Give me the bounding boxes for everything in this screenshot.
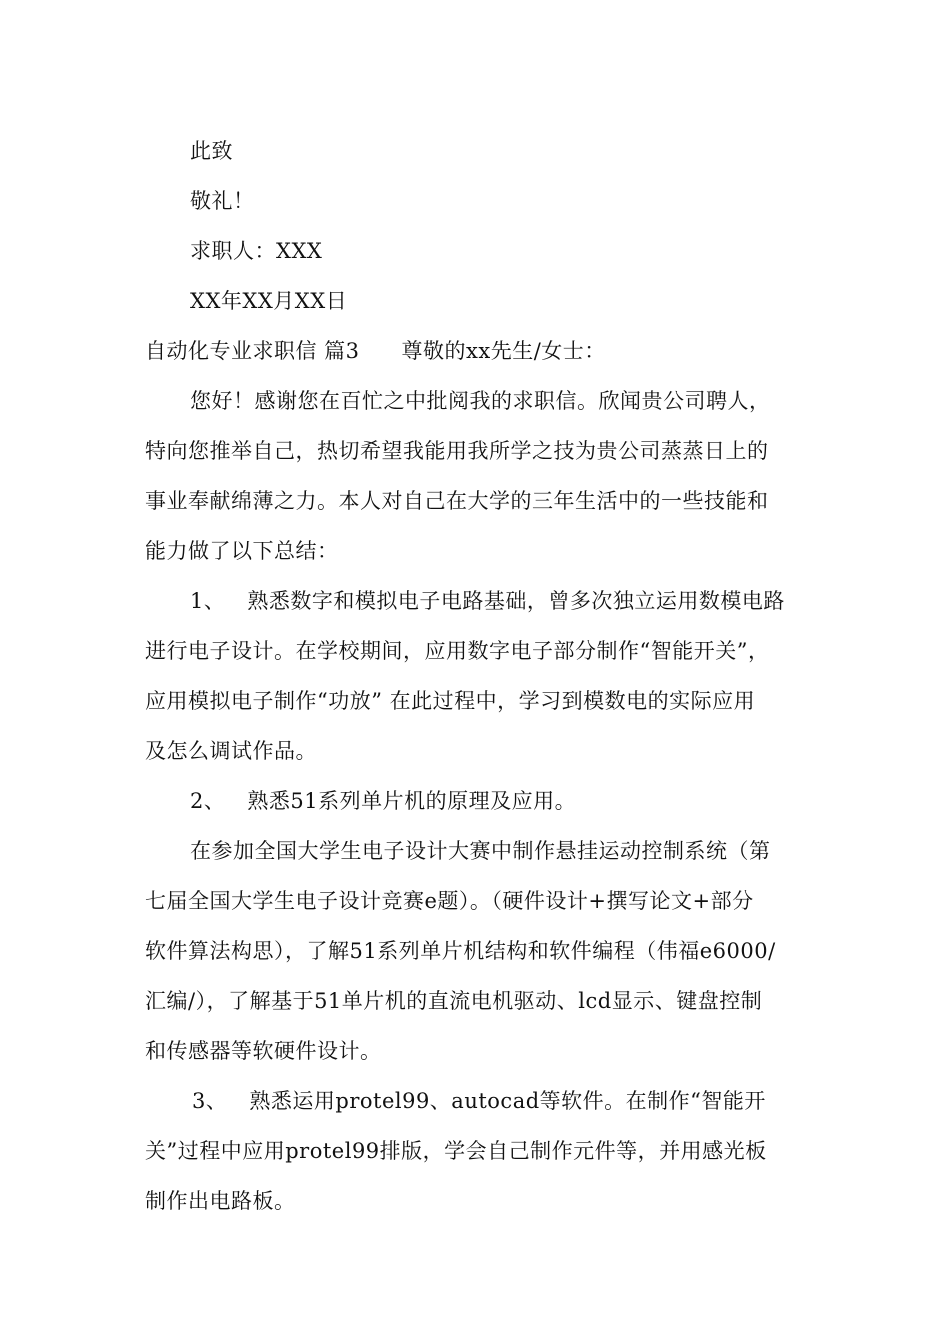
item1-line-2: 进行电子设计。在学校期间，应用数字电子部分制作“智能开关”，: [145, 639, 770, 663]
item3-number: 3、: [192, 1089, 228, 1113]
letter-date: XX年XX月XX日: [190, 289, 348, 313]
applicant-signature: 求职人：XXX: [190, 239, 323, 263]
item2-line-5: 和传感器等软硬件设计。: [145, 1039, 382, 1063]
item2-line-2: 七届全国大学生电子设计竞赛e题）。（硬件设计+撰写论文+部分: [145, 889, 754, 913]
item2-line-1: 在参加全国大学生电子设计大赛中制作悬挂运动控制系统（第: [190, 839, 771, 863]
intro-line-4: 能力做了以下总结：: [145, 539, 339, 563]
item1-text-1: 熟悉数字和模拟电子电路基础，曾多次独立运用数模电路: [247, 589, 785, 613]
item3-line-1: [192, 1086, 766, 1116]
item1-line-4: 及怎么调试作品。: [145, 739, 317, 763]
letter-greeting: 尊敬的xx先生/女士：: [401, 339, 606, 363]
item2-number: 2、: [190, 789, 226, 813]
closing-salutation: 此致: [190, 139, 233, 163]
closing-regards: 敬礼！: [190, 189, 255, 213]
item2-line-3: 软件算法构思），了解51系列单片机结构和软件编程（伟福e6000/: [145, 939, 776, 963]
item1-line-1: [190, 586, 785, 616]
item2-line-4: 汇编/），了解基于51单片机的直流电机驱动、lcd显示、键盘控制: [145, 989, 763, 1013]
item1-line-3: 应用模拟电子制作“功放” 在此过程中，学习到模数电的实际应用: [145, 689, 756, 713]
section-title: 自动化专业求职信 篇3: [145, 339, 360, 363]
item2-heading: 熟悉51系列单片机的原理及应用。: [247, 789, 577, 813]
item3-text-1: 熟悉运用protel99、autocad等软件。在制作“智能开: [249, 1089, 766, 1113]
item3-line-3: 制作出电路板。: [145, 1189, 296, 1213]
item3-line-2: 关”过程中应用protel99排版，学会自己制作元件等，并用感光板: [145, 1139, 767, 1163]
intro-line-2: 特向您推举自己，热切希望我能用我所学之技为贵公司蒸蒸日上的: [145, 439, 769, 463]
item2-heading-line: [190, 786, 576, 816]
item1-number: 1、: [190, 589, 226, 613]
intro-line-1: 您好！感谢您在百忙之中批阅我的求职信。欣闻贵公司聘人，: [190, 389, 771, 413]
section-heading-line: [145, 336, 606, 366]
intro-line-3: 事业奉献绵薄之力。本人对自己在大学的三年生活中的一些技能和: [145, 489, 769, 513]
